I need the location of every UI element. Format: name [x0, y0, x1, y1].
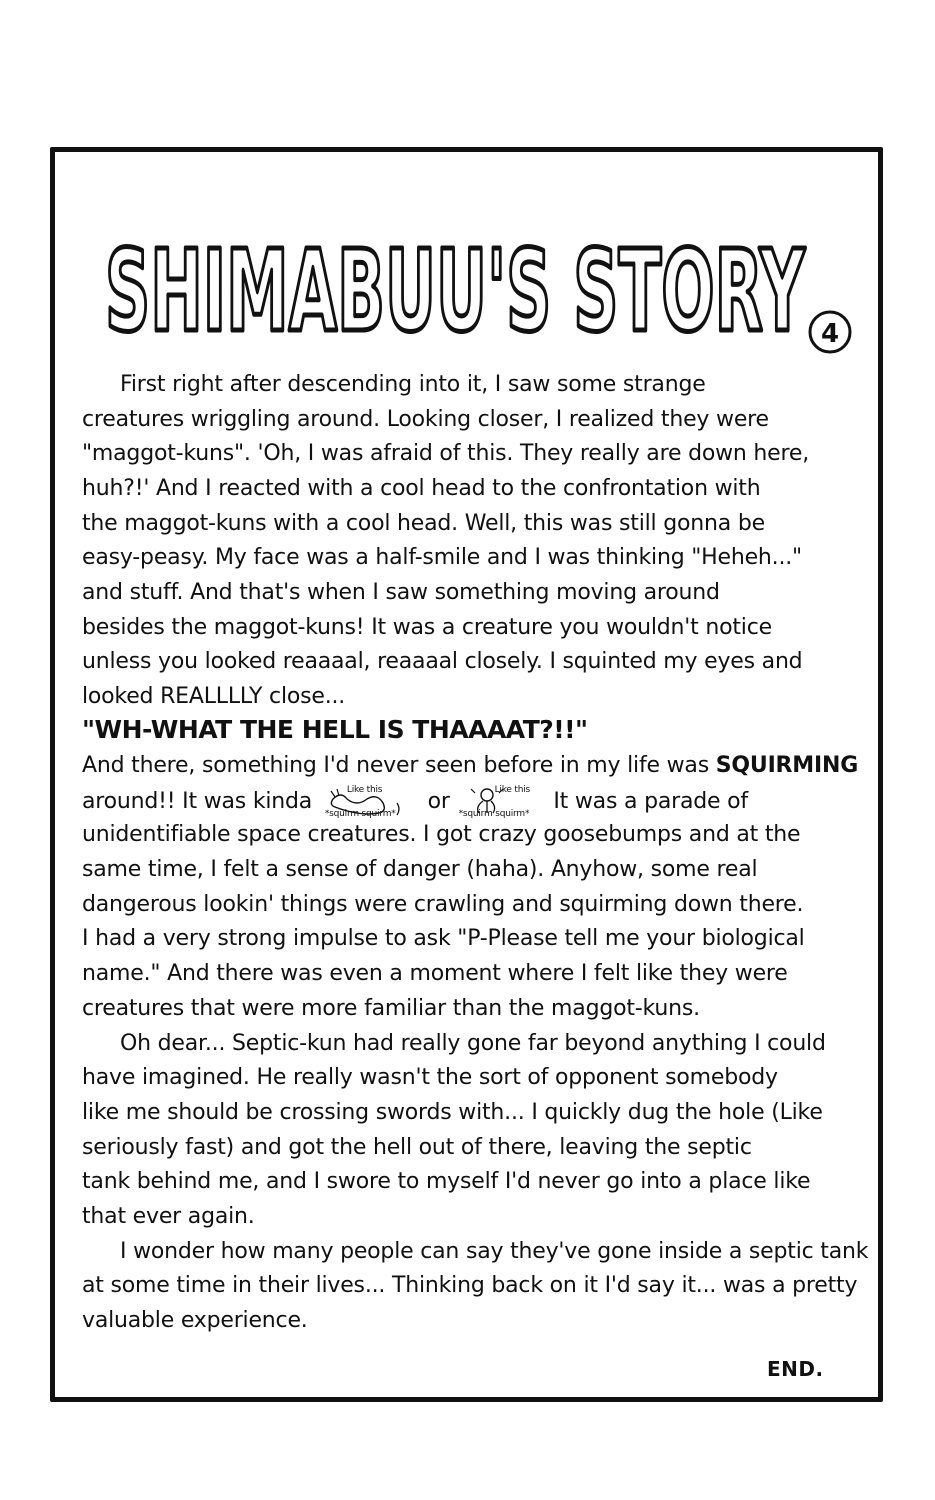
- sketch-caption-top: Like this: [494, 785, 531, 795]
- paragraph-line: "maggot-kuns". 'Oh, I was afraid of this. They really are down here,: [82, 441, 809, 466]
- sketch-caption-top: Like this: [346, 785, 383, 795]
- squirm-pre: And there, something I'd never seen before in my life was: [82, 753, 709, 778]
- paragraph-line: same time, I felt a sense of danger (haha). Anyhow, some real: [82, 857, 758, 882]
- shout-line: "WH-WHAT THE HELL IS THAAAAT?!!": [82, 715, 588, 744]
- paragraph-line: valuable experience.: [82, 1308, 308, 1333]
- paragraph-line: like me should be crossing swords with... I quickly dug the hole (Like: [82, 1100, 823, 1125]
- paragraph-line: dangerous lookin' things were crawling and squirming down there.: [82, 892, 804, 917]
- paragraph-line: that ever again.: [82, 1204, 255, 1229]
- paragraph-line: creatures wriggling around. Looking closer, I realized they were: [82, 407, 769, 432]
- chapter-number: 4: [820, 319, 840, 349]
- squirming-word: SQUIRMING: [715, 753, 859, 778]
- around-text-c: It was a parade of: [553, 789, 748, 814]
- paragraph-line: huh?!' And I reacted with a cool head to the confrontation with: [82, 476, 761, 501]
- paragraph-line: looked REALLLLY close...: [82, 684, 346, 709]
- paragraph-line: and stuff. And that's when I saw something moving around: [82, 580, 720, 605]
- sketch-caption-bottom: *squirm squirm*: [324, 809, 396, 819]
- paragraph-line: the maggot-kuns with a cool head. Well, this was still gonna be: [82, 511, 765, 536]
- paragraph-line: at some time in their lives... Thinking back on it I'd say it... was a pretty: [82, 1273, 858, 1298]
- paragraph-line: name." And there was even a moment where I felt like they were: [82, 961, 788, 986]
- paragraph-line: unidentifiable space creatures. I got crazy goosebumps and at the: [82, 822, 801, 847]
- paragraph-line: seriously fast) and got the hell out of there, leaving the septic: [82, 1135, 752, 1160]
- paragraph-line: [82, 785, 748, 819]
- paragraph-line: I had a very strong impulse to ask "P-Please tell me your biological: [82, 926, 805, 951]
- creature-sketch: [457, 785, 547, 819]
- around-text-a: around!! It was kinda: [82, 789, 313, 814]
- paragraph-line: [82, 752, 858, 780]
- worm-sketch: [319, 785, 405, 819]
- paragraph-line: unless you looked reaaaal, reaaaal closely. I squinted my eyes and: [82, 649, 803, 674]
- around-text-b: or: [427, 789, 450, 814]
- paragraph-line: easy-peasy. My face was a half-smile and I was thinking "Heheh...": [82, 545, 802, 570]
- end-label: END.: [767, 1357, 824, 1381]
- paragraph-line: Oh dear... Septic-kun had really gone far beyond anything I could: [120, 1031, 826, 1056]
- paragraph-line: tank behind me, and I swore to myself I'd never go into a place like: [82, 1169, 811, 1194]
- story-title: [100, 180, 860, 370]
- paragraph-line: besides the maggot-kuns! It was a creature you wouldn't notice: [82, 615, 772, 640]
- paragraph-line: First right after descending into it, I saw some strange: [120, 372, 706, 397]
- title-text: SHIMABUU'S STORY: [105, 227, 807, 357]
- paragraph-line: have imagined. He really wasn't the sort of opponent somebody: [82, 1065, 778, 1090]
- sketch-caption-bottom: *squirm squirm*: [458, 809, 530, 819]
- paragraph-line: creatures that were more familiar than the maggot-kuns.: [82, 996, 700, 1021]
- paragraph-line: I wonder how many people can say they've gone inside a septic tank: [120, 1239, 869, 1264]
